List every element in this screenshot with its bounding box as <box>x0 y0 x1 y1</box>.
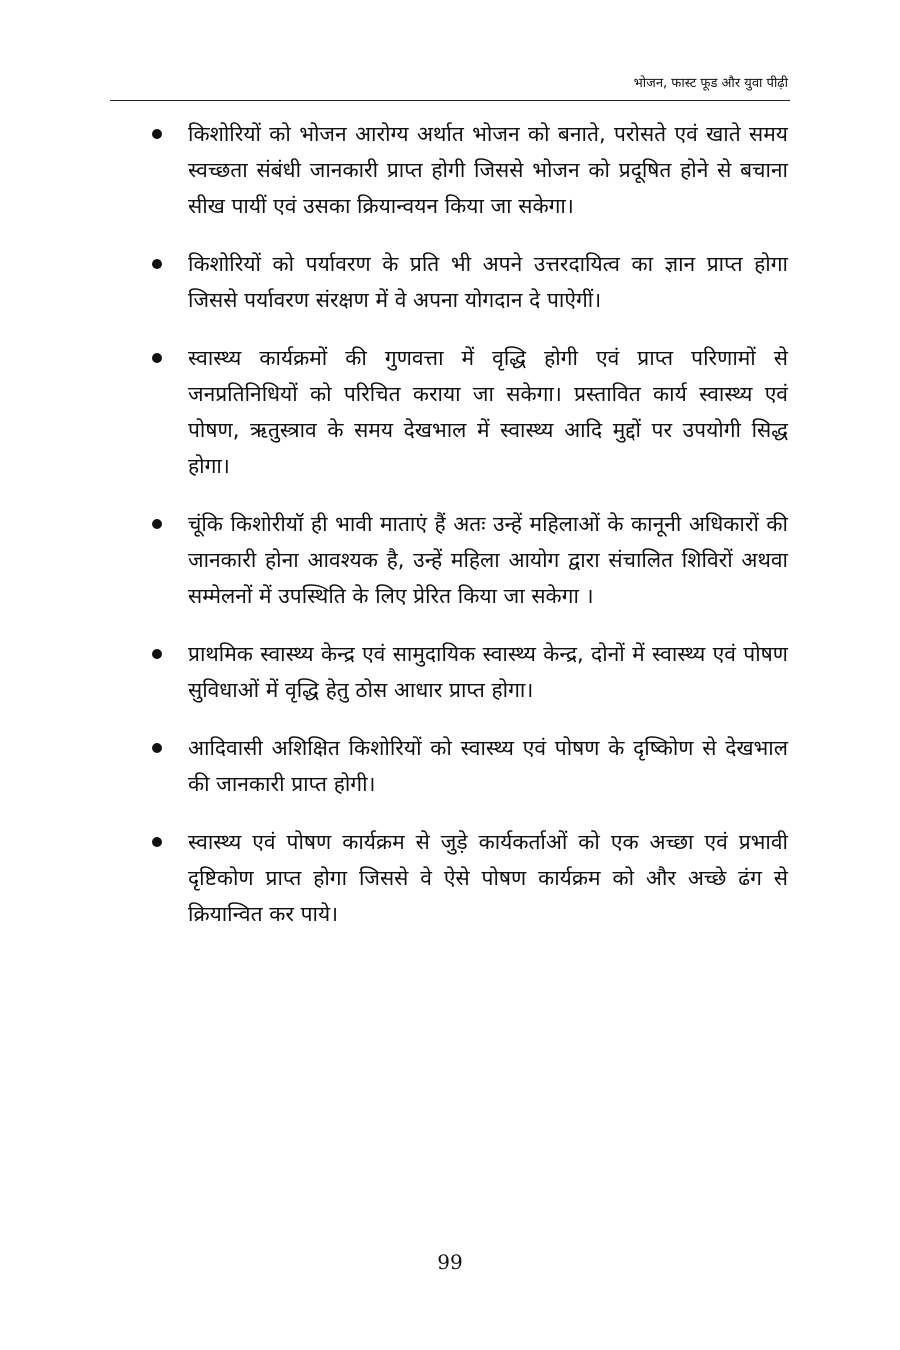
bullet-text: स्वास्थ्य कार्यक्रमों की गुणवत्ता में वृद्धि होगी एवं प्राप्त परिणामों से जनप्रतिनिधियों को परिचित कराया जा सकेगा। प्रस्तावित कार्य स्वास्थ्य एवं पोषण, ऋतुस्त्राव के समय देखभाल में स्वास्थ्य आदि मुद्दों पर उपयोगी सिद्ध होगा। <box>188 346 788 478</box>
bullet-text: चूंकि किशोरीयॉ ही भावी माताएं हैं अतः उन्हें महिलाओं के कानूनी अधिकारों की जानकारी होना आवश्यक है, उन्हें महिला आयोग द्वारा संचालित शिविरों अथवा सम्मेलनों में उपस्थिति के लिए प्रेरित किया जा सकेगा । <box>188 512 788 608</box>
bullet-dot-icon <box>152 259 162 269</box>
bullet-item <box>150 636 788 708</box>
bullet-item <box>150 340 788 484</box>
bullet-dot-icon <box>152 353 162 363</box>
bullet-text: आदिवासी अशिक्षित किशोरियों को स्वास्थ्य एवं पोषण के दृष्किोण से देखभाल की जानकारी प्राप्त होगी। <box>188 736 788 796</box>
bullet-dot-icon <box>152 837 162 847</box>
bullet-item <box>150 730 788 802</box>
bullet-item <box>150 116 788 224</box>
bullet-item <box>150 246 788 318</box>
bullet-text: किशोरियों को पर्यावरण के प्रति भी अपने उत्तरदायित्व का ज्ञान प्राप्त होगा जिससे पर्यावरण संरक्षण में वे अपना योगदान दे पाऐगीं। <box>188 252 788 312</box>
bullet-text: किशोरियों को भोजन आरोग्य अर्थात भोजन को बनाते, परोसते एवं खाते समय स्वच्छता संबंधी जानकारी प्राप्त होगी जिससे भोजन को प्रदूषित होने से बचाना सीख पायीं एवं उसका क्रियान्वयन किया जा सकेगा। <box>188 122 788 218</box>
bullet-text: स्वास्थ्य एवं पोषण कार्यक्रम से जुड़े कार्यकर्ताओं को एक अच्छा एवं प्रभावी दृष्टिकोण प्राप्त होगा जिससे वे ऐसे पोषण कार्यक्रम को और अच्छे ढंग से क्रियान्वित कर पाये। <box>188 830 788 926</box>
bullet-text: प्राथमिक स्वास्थ्य केन्द्र एवं सामुदायिक स्वास्थ्य केन्द्र, दोनों में स्वास्थ्य एवं पोषण सुविधाओं में वृद्धि हेतु ठोस आधार प्राप्त होगा। <box>188 642 788 702</box>
bullet-item <box>150 824 788 932</box>
bullet-dot-icon <box>152 129 162 139</box>
bullet-dot-icon <box>152 519 162 529</box>
page-number: 99 <box>437 1250 463 1274</box>
header-rule <box>110 100 790 101</box>
bullet-dot-icon <box>152 743 162 753</box>
running-header: भोजन, फास्ट फूड और युवा पीढ़ी <box>633 76 788 91</box>
bullet-dot-icon <box>152 649 162 659</box>
bullet-list <box>150 116 788 954</box>
bullet-item <box>150 506 788 614</box>
